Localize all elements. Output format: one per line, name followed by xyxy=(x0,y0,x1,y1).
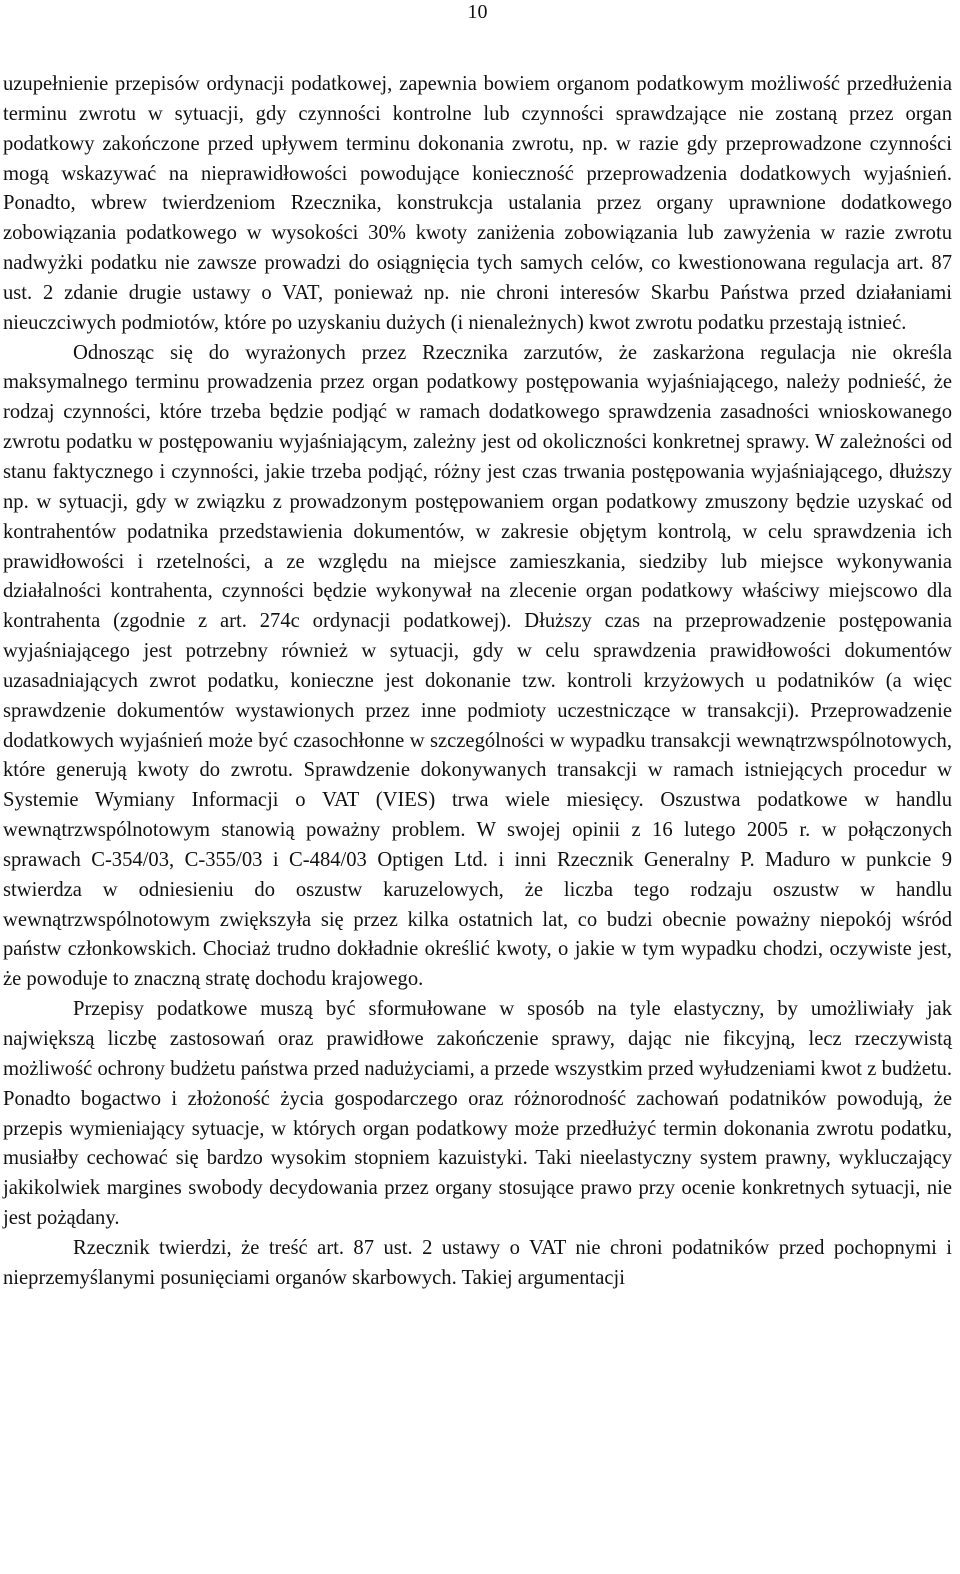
page-number: 10 xyxy=(467,1,488,23)
paragraph: Przepisy podatkowe muszą być sformułowane w sposób na tyle elastyczny, by umożliwiały jak największą liczbę zastosowań oraz prawidłowe zakończenie sprawy, dając nie fikcyjną, lecz rzeczywistą możliwość ochrony budżetu państwa przed nadużyciami, a przede wszystkim przed wyłudzeniami kwot z budżetu. Ponadto bogactwo i złożoność życia gospodarczego oraz różnorodność zachowań podatników powodują, że przepis wymieniający sytuacje, w których organ podatkowy może przedłużyć termin dokonania zwrotu podatku, musiałby cechować się bardzo wysokim stopniem kazuistyki. Taki nieelastyczny system prawny, wykluczający jakikolwiek margines swobody decydowania przez organy stosujące prawo przy ocenie konkretnych sytuacji, nie jest pożądany. xyxy=(3,998,952,1230)
paragraph: uzupełnienie przepisów ordynacji podatkowej, zapewnia bowiem organom podatkowym możliwość przedłużenia terminu zwrotu w sytuacji, gdy czynności kontrolne lub czynności sprawdzające nie zostaną przez organ podatkowy zakończone przed upływem terminu dokonania zwrotu, np. w razie gdy przeprowadzone czynności mogą wskazywać na nieprawidłowości powodujące konieczność przeprowadzenia dodatkowych wyjaśnień. Ponadto, wbrew twierdzeniom Rzecznika, konstrukcja ustalania przez organy uprawnione dodatkowego zobowiązania podatkowego w wysokości 30% kwoty zaniżenia zobowiązania lub zawyżenia w razie zwrotu nadwyżki podatku nie zawsze prowadzi do osiągnięcia tych samych celów, co kwestionowana regulacja art. 87 ust. 2 zdanie drugie ustawy o VAT, ponieważ np. nie chroni interesów Skarbu Państwa przed działaniami nieuczciwych podmiotów, które po uzyskaniu dużych (i nienależnych) kwot zwrotu podatku przestają istnieć. xyxy=(3,73,952,334)
paragraph: Odnosząc się do wyrażonych przez Rzecznika zarzutów, że zaskarżona regulacja nie określa maksymalnego terminu prowadzenia przez organ podatkowy postępowania wyjaśniającego, należy podnieść, że rodzaj czynności, które trzeba będzie podjąć w ramach dodatkowego sprawdzenia zasadności wnioskowanego zwrotu podatku w postępowaniu wyjaśniającym, zależny jest od okoliczności konkretnej sprawy. W zależności od stanu faktycznego i czynności, jakie trzeba podjąć, różny jest czas trwania postępowania wyjaśniającego, dłuższy np. w sytuacji, gdy w związku z prowadzonym postępowaniem organ podatkowy zmuszony będzie uzyskać od kontrahentów podatnika przedstawienia dokumentów, w zakresie objętym kontrolą, w celu sprawdzenia ich prawidłowości i rzetelności, a ze względu na miejsce zamieszkania, siedziby lub miejsce wykonywania działalności kontrahenta, czynności będzie wykonywał na zlecenie organ podatkowy właściwy miejscowo dla kontrahenta (zgodnie z art. 274c ordynacji podatkowej). Dłuższy czas na przeprowadzenie postępowania wyjaśniającego jest potrzebny również w sytuacji, gdy w celu sprawdzenia prawidłowości dokumentów uzasadniających zwrot podatku, konieczne jest dokonanie tzw. kontroli krzyżowych u podatników (a więc sprawdzenie dokumentów wystawionych przez inne podmioty uczestniczące w transakcji). Przeprowadzenie dodatkowych wyjaśnień może być czasochłonne w szczególności w wypadku transakcji wewnątrzwspólnotowych, które generują kwoty do zwrotu. Sprawdzenie dokonywanych transakcji w ramach istniejących procedur w Systemie Wymiany Informacji o VAT (VIES) trwa wiele miesięcy. Oszustwa podatkowe w handlu wewnątrzwspólnotowym stanowią poważny problem. W swojej opinii z 16 lutego 2005 r. w połączonych sprawach C-354/03, C-355/03 i C-484/03 Optigen Ltd. i inni Rzecznik Generalny P. Maduro w punkcie 9 stwierdza w odniesieniu do oszustw karuzelowych, że liczba tego rodzaju oszustw w handlu wewnątrzwspólnotowym zwiększyła się przez kilka ostatnich lat, co budzi obecnie poważny niepokój wśród państw członkowskich. Chociaż trudno dokładnie określić kwoty, o jakie w tym wypadku chodzi, oczywiste jest, że powoduje to znaczną stratę dochodu krajowego. xyxy=(3,341,952,991)
paragraph: Rzecznik twierdzi, że treść art. 87 ust. 2 ustawy o VAT nie chroni podatników przed pochopnymi i nieprzemyślanymi posunięciami organów skarbowych. Takiej argumentacji xyxy=(3,1236,952,1289)
document-body xyxy=(3,70,952,1294)
